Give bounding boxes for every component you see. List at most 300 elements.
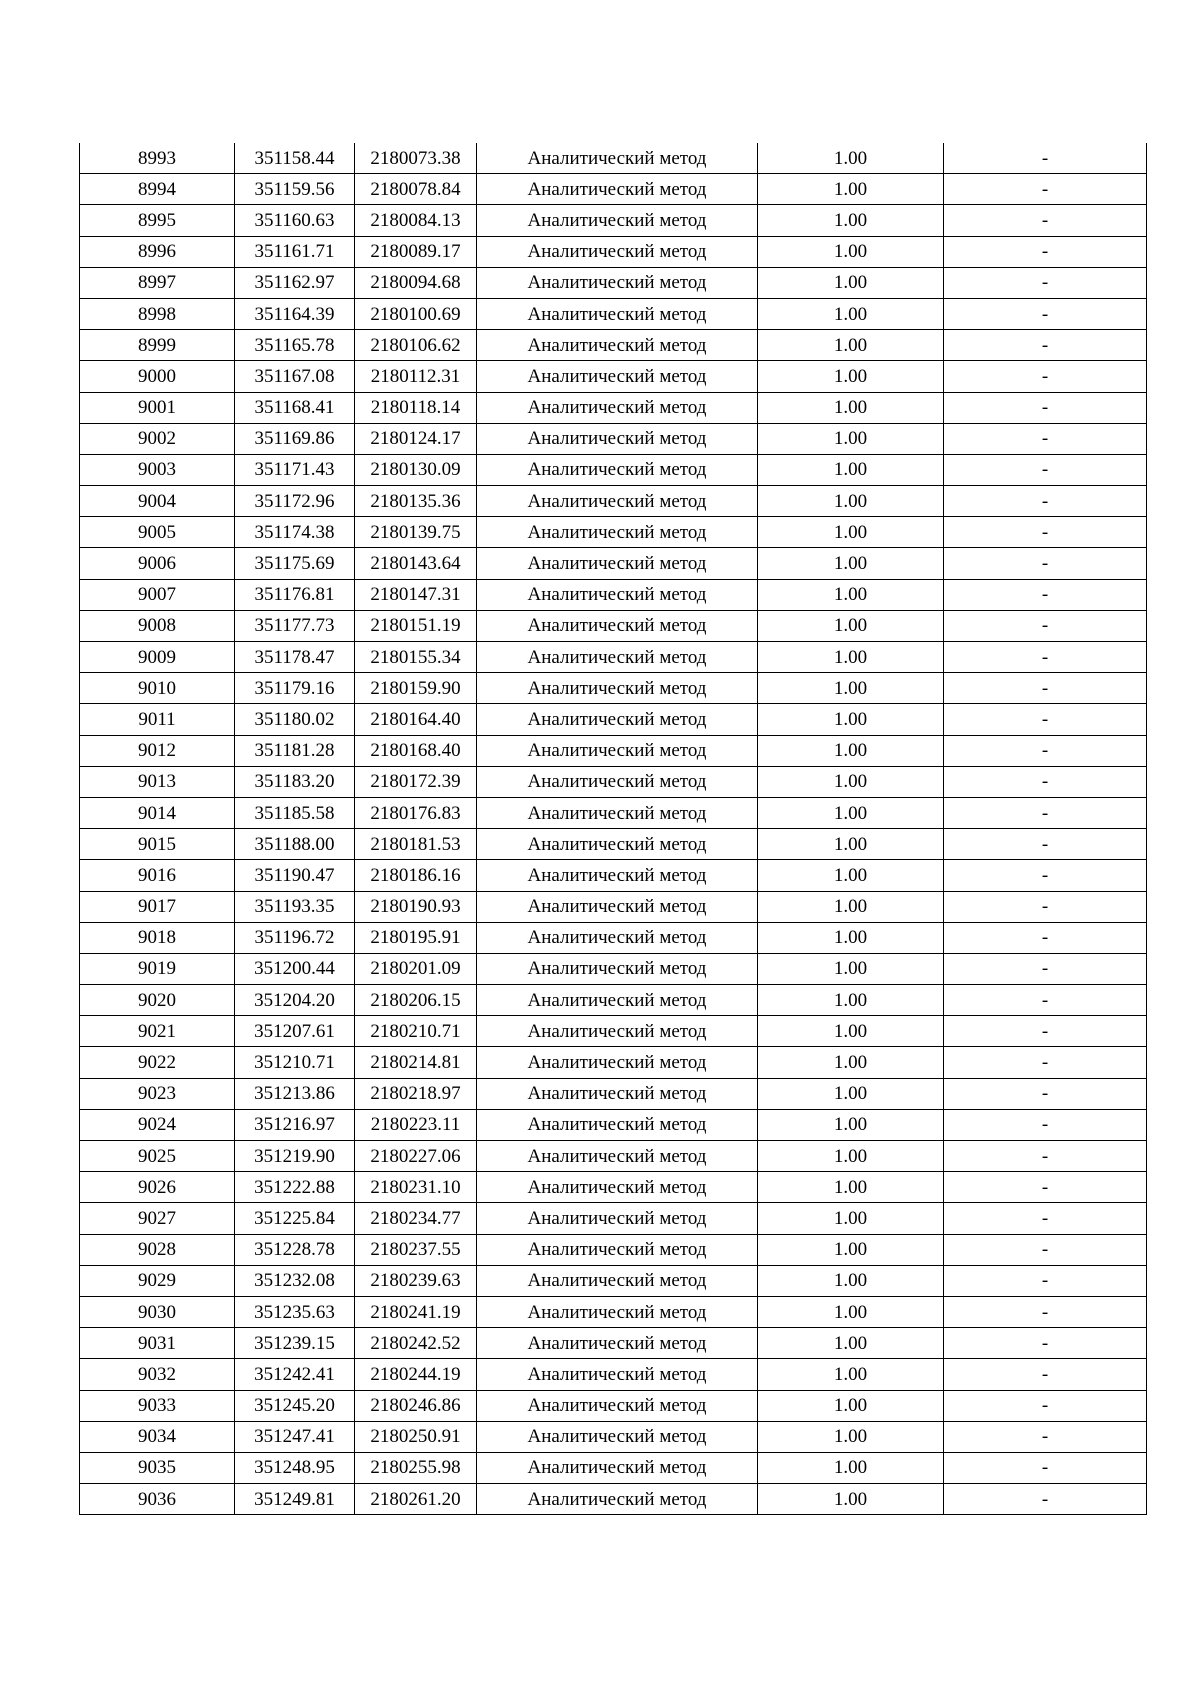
x-coordinate-cell: 351175.69 xyxy=(235,548,355,579)
table-row xyxy=(80,797,1147,828)
point-number-cell: 9018 xyxy=(80,922,235,953)
table-row xyxy=(80,1452,1147,1483)
point-number-cell: 9033 xyxy=(80,1390,235,1421)
table-row xyxy=(80,922,1147,953)
description-cell: - xyxy=(944,361,1147,392)
table-row xyxy=(80,673,1147,704)
accuracy-cell: 1.00 xyxy=(758,267,944,298)
x-coordinate-cell: 351219.90 xyxy=(235,1141,355,1172)
method-cell: Аналитический метод xyxy=(477,1141,758,1172)
y-coordinate-cell: 2180241.19 xyxy=(355,1296,477,1327)
point-number-cell: 9036 xyxy=(80,1484,235,1515)
description-cell: - xyxy=(944,174,1147,205)
accuracy-cell: 1.00 xyxy=(758,1141,944,1172)
point-number-cell: 9013 xyxy=(80,766,235,797)
method-cell: Аналитический метод xyxy=(477,1109,758,1140)
accuracy-cell: 1.00 xyxy=(758,423,944,454)
table-row xyxy=(80,829,1147,860)
x-coordinate-cell: 351168.41 xyxy=(235,392,355,423)
table-row xyxy=(80,1109,1147,1140)
description-cell: - xyxy=(944,1234,1147,1265)
accuracy-cell: 1.00 xyxy=(758,517,944,548)
description-cell: - xyxy=(944,454,1147,485)
description-cell: - xyxy=(944,1016,1147,1047)
description-cell: - xyxy=(944,143,1147,174)
x-coordinate-cell: 351248.95 xyxy=(235,1452,355,1483)
x-coordinate-cell: 351239.15 xyxy=(235,1328,355,1359)
table-row xyxy=(80,642,1147,673)
accuracy-cell: 1.00 xyxy=(758,1234,944,1265)
description-cell: - xyxy=(944,766,1147,797)
point-number-cell: 9019 xyxy=(80,953,235,984)
description-cell: - xyxy=(944,392,1147,423)
point-number-cell: 9017 xyxy=(80,891,235,922)
table-row xyxy=(80,1390,1147,1421)
y-coordinate-cell: 2180234.77 xyxy=(355,1203,477,1234)
table-row xyxy=(80,985,1147,1016)
method-cell: Аналитический метод xyxy=(477,454,758,485)
y-coordinate-cell: 2180159.90 xyxy=(355,673,477,704)
point-number-cell: 9032 xyxy=(80,1359,235,1390)
x-coordinate-cell: 351165.78 xyxy=(235,330,355,361)
accuracy-cell: 1.00 xyxy=(758,330,944,361)
description-cell: - xyxy=(944,517,1147,548)
point-number-cell: 9020 xyxy=(80,985,235,1016)
x-coordinate-cell: 351164.39 xyxy=(235,298,355,329)
table-row xyxy=(80,1421,1147,1452)
point-number-cell: 9031 xyxy=(80,1328,235,1359)
y-coordinate-cell: 2180255.98 xyxy=(355,1452,477,1483)
method-cell: Аналитический метод xyxy=(477,860,758,891)
point-number-cell: 9002 xyxy=(80,423,235,454)
x-coordinate-cell: 351235.63 xyxy=(235,1296,355,1327)
point-number-cell: 9014 xyxy=(80,797,235,828)
x-coordinate-cell: 351216.97 xyxy=(235,1109,355,1140)
description-cell: - xyxy=(944,860,1147,891)
description-cell: - xyxy=(944,1141,1147,1172)
accuracy-cell: 1.00 xyxy=(758,860,944,891)
accuracy-cell: 1.00 xyxy=(758,1203,944,1234)
table-row xyxy=(80,1141,1147,1172)
table-row xyxy=(80,891,1147,922)
description-cell: - xyxy=(944,1452,1147,1483)
point-number-cell: 8993 xyxy=(80,143,235,174)
accuracy-cell: 1.00 xyxy=(758,1047,944,1078)
method-cell: Аналитический метод xyxy=(477,985,758,1016)
table-row xyxy=(80,361,1147,392)
x-coordinate-cell: 351245.20 xyxy=(235,1390,355,1421)
x-coordinate-cell: 351171.43 xyxy=(235,454,355,485)
x-coordinate-cell: 351183.20 xyxy=(235,766,355,797)
x-coordinate-cell: 351172.96 xyxy=(235,486,355,517)
table-row xyxy=(80,1484,1147,1515)
x-coordinate-cell: 351174.38 xyxy=(235,517,355,548)
point-number-cell: 9012 xyxy=(80,735,235,766)
method-cell: Аналитический метод xyxy=(477,143,758,174)
method-cell: Аналитический метод xyxy=(477,1328,758,1359)
x-coordinate-cell: 351242.41 xyxy=(235,1359,355,1390)
accuracy-cell: 1.00 xyxy=(758,236,944,267)
description-cell: - xyxy=(944,985,1147,1016)
accuracy-cell: 1.00 xyxy=(758,953,944,984)
description-cell: - xyxy=(944,1390,1147,1421)
x-coordinate-cell: 351185.58 xyxy=(235,797,355,828)
table-row xyxy=(80,548,1147,579)
accuracy-cell: 1.00 xyxy=(758,486,944,517)
table-row xyxy=(80,1265,1147,1296)
point-number-cell: 9001 xyxy=(80,392,235,423)
accuracy-cell: 1.00 xyxy=(758,610,944,641)
table-row xyxy=(80,1328,1147,1359)
accuracy-cell: 1.00 xyxy=(758,298,944,329)
point-number-cell: 9022 xyxy=(80,1047,235,1078)
point-number-cell: 9023 xyxy=(80,1078,235,1109)
y-coordinate-cell: 2180124.17 xyxy=(355,423,477,454)
x-coordinate-cell: 351167.08 xyxy=(235,361,355,392)
table-row xyxy=(80,766,1147,797)
point-number-cell: 9024 xyxy=(80,1109,235,1140)
accuracy-cell: 1.00 xyxy=(758,548,944,579)
accuracy-cell: 1.00 xyxy=(758,891,944,922)
method-cell: Аналитический метод xyxy=(477,1390,758,1421)
description-cell: - xyxy=(944,267,1147,298)
description-cell: - xyxy=(944,673,1147,704)
accuracy-cell: 1.00 xyxy=(758,1265,944,1296)
table-row xyxy=(80,579,1147,610)
method-cell: Аналитический метод xyxy=(477,891,758,922)
table-row xyxy=(80,704,1147,735)
description-cell: - xyxy=(944,1296,1147,1327)
accuracy-cell: 1.00 xyxy=(758,361,944,392)
y-coordinate-cell: 2180135.36 xyxy=(355,486,477,517)
y-coordinate-cell: 2180073.38 xyxy=(355,143,477,174)
y-coordinate-cell: 2180246.86 xyxy=(355,1390,477,1421)
method-cell: Аналитический метод xyxy=(477,517,758,548)
y-coordinate-cell: 2180130.09 xyxy=(355,454,477,485)
x-coordinate-cell: 351193.35 xyxy=(235,891,355,922)
table-row xyxy=(80,1234,1147,1265)
method-cell: Аналитический метод xyxy=(477,673,758,704)
point-number-cell: 8996 xyxy=(80,236,235,267)
point-number-cell: 9029 xyxy=(80,1265,235,1296)
point-number-cell: 9026 xyxy=(80,1172,235,1203)
x-coordinate-cell: 351222.88 xyxy=(235,1172,355,1203)
coordinates-table xyxy=(79,143,1147,1515)
y-coordinate-cell: 2180084.13 xyxy=(355,205,477,236)
coordinates-table-body xyxy=(80,143,1147,1515)
accuracy-cell: 1.00 xyxy=(758,143,944,174)
table-row xyxy=(80,1016,1147,1047)
x-coordinate-cell: 351158.44 xyxy=(235,143,355,174)
method-cell: Аналитический метод xyxy=(477,610,758,641)
y-coordinate-cell: 2180078.84 xyxy=(355,174,477,205)
accuracy-cell: 1.00 xyxy=(758,579,944,610)
table-row xyxy=(80,1203,1147,1234)
method-cell: Аналитический метод xyxy=(477,423,758,454)
x-coordinate-cell: 351177.73 xyxy=(235,610,355,641)
description-cell: - xyxy=(944,423,1147,454)
description-cell: - xyxy=(944,1078,1147,1109)
y-coordinate-cell: 2180231.10 xyxy=(355,1172,477,1203)
table-row xyxy=(80,1172,1147,1203)
table-row xyxy=(80,454,1147,485)
y-coordinate-cell: 2180094.68 xyxy=(355,267,477,298)
method-cell: Аналитический метод xyxy=(477,548,758,579)
accuracy-cell: 1.00 xyxy=(758,1078,944,1109)
y-coordinate-cell: 2180089.17 xyxy=(355,236,477,267)
table-row xyxy=(80,392,1147,423)
y-coordinate-cell: 2180106.62 xyxy=(355,330,477,361)
accuracy-cell: 1.00 xyxy=(758,205,944,236)
table-row xyxy=(80,486,1147,517)
description-cell: - xyxy=(944,642,1147,673)
point-number-cell: 8998 xyxy=(80,298,235,329)
point-number-cell: 9011 xyxy=(80,704,235,735)
accuracy-cell: 1.00 xyxy=(758,642,944,673)
method-cell: Аналитический метод xyxy=(477,1172,758,1203)
method-cell: Аналитический метод xyxy=(477,1484,758,1515)
y-coordinate-cell: 2180250.91 xyxy=(355,1421,477,1452)
y-coordinate-cell: 2180147.31 xyxy=(355,579,477,610)
y-coordinate-cell: 2180155.34 xyxy=(355,642,477,673)
table-row xyxy=(80,610,1147,641)
accuracy-cell: 1.00 xyxy=(758,1016,944,1047)
y-coordinate-cell: 2180186.16 xyxy=(355,860,477,891)
method-cell: Аналитический метод xyxy=(477,642,758,673)
point-number-cell: 8997 xyxy=(80,267,235,298)
method-cell: Аналитический метод xyxy=(477,1078,758,1109)
table-row xyxy=(80,298,1147,329)
method-cell: Аналитический метод xyxy=(477,236,758,267)
method-cell: Аналитический метод xyxy=(477,361,758,392)
description-cell: - xyxy=(944,610,1147,641)
method-cell: Аналитический метод xyxy=(477,1203,758,1234)
point-number-cell: 9030 xyxy=(80,1296,235,1327)
method-cell: Аналитический метод xyxy=(477,1265,758,1296)
table-row xyxy=(80,517,1147,548)
y-coordinate-cell: 2180227.06 xyxy=(355,1141,477,1172)
description-cell: - xyxy=(944,922,1147,953)
description-cell: - xyxy=(944,1421,1147,1452)
y-coordinate-cell: 2180239.63 xyxy=(355,1265,477,1296)
point-number-cell: 9008 xyxy=(80,610,235,641)
description-cell: - xyxy=(944,330,1147,361)
description-cell: - xyxy=(944,1328,1147,1359)
accuracy-cell: 1.00 xyxy=(758,1172,944,1203)
accuracy-cell: 1.00 xyxy=(758,454,944,485)
description-cell: - xyxy=(944,486,1147,517)
y-coordinate-cell: 2180112.31 xyxy=(355,361,477,392)
description-cell: - xyxy=(944,1203,1147,1234)
y-coordinate-cell: 2180242.52 xyxy=(355,1328,477,1359)
point-number-cell: 9006 xyxy=(80,548,235,579)
accuracy-cell: 1.00 xyxy=(758,829,944,860)
point-number-cell: 8994 xyxy=(80,174,235,205)
y-coordinate-cell: 2180181.53 xyxy=(355,829,477,860)
y-coordinate-cell: 2180151.19 xyxy=(355,610,477,641)
table-row xyxy=(80,267,1147,298)
table-row xyxy=(80,330,1147,361)
method-cell: Аналитический метод xyxy=(477,330,758,361)
y-coordinate-cell: 2180164.40 xyxy=(355,704,477,735)
y-coordinate-cell: 2180201.09 xyxy=(355,953,477,984)
y-coordinate-cell: 2180206.15 xyxy=(355,985,477,1016)
description-cell: - xyxy=(944,1109,1147,1140)
description-cell: - xyxy=(944,1359,1147,1390)
y-coordinate-cell: 2180118.14 xyxy=(355,392,477,423)
description-cell: - xyxy=(944,298,1147,329)
accuracy-cell: 1.00 xyxy=(758,1296,944,1327)
description-cell: - xyxy=(944,579,1147,610)
x-coordinate-cell: 351196.72 xyxy=(235,922,355,953)
x-coordinate-cell: 351161.71 xyxy=(235,236,355,267)
table-row xyxy=(80,735,1147,766)
table-row xyxy=(80,205,1147,236)
x-coordinate-cell: 351179.16 xyxy=(235,673,355,704)
table-row xyxy=(80,423,1147,454)
y-coordinate-cell: 2180143.64 xyxy=(355,548,477,579)
accuracy-cell: 1.00 xyxy=(758,922,944,953)
point-number-cell: 9005 xyxy=(80,517,235,548)
x-coordinate-cell: 351210.71 xyxy=(235,1047,355,1078)
y-coordinate-cell: 2180100.69 xyxy=(355,298,477,329)
accuracy-cell: 1.00 xyxy=(758,1452,944,1483)
table-row xyxy=(80,1296,1147,1327)
y-coordinate-cell: 2180223.11 xyxy=(355,1109,477,1140)
point-number-cell: 9016 xyxy=(80,860,235,891)
method-cell: Аналитический метод xyxy=(477,704,758,735)
accuracy-cell: 1.00 xyxy=(758,1390,944,1421)
y-coordinate-cell: 2180172.39 xyxy=(355,766,477,797)
accuracy-cell: 1.00 xyxy=(758,704,944,735)
description-cell: - xyxy=(944,704,1147,735)
accuracy-cell: 1.00 xyxy=(758,1359,944,1390)
point-number-cell: 8995 xyxy=(80,205,235,236)
accuracy-cell: 1.00 xyxy=(758,1328,944,1359)
x-coordinate-cell: 351190.47 xyxy=(235,860,355,891)
method-cell: Аналитический метод xyxy=(477,829,758,860)
x-coordinate-cell: 351232.08 xyxy=(235,1265,355,1296)
y-coordinate-cell: 2180190.93 xyxy=(355,891,477,922)
method-cell: Аналитический метод xyxy=(477,797,758,828)
x-coordinate-cell: 351213.86 xyxy=(235,1078,355,1109)
description-cell: - xyxy=(944,1484,1147,1515)
table-row xyxy=(80,953,1147,984)
accuracy-cell: 1.00 xyxy=(758,735,944,766)
method-cell: Аналитический метод xyxy=(477,579,758,610)
point-number-cell: 9003 xyxy=(80,454,235,485)
point-number-cell: 9009 xyxy=(80,642,235,673)
accuracy-cell: 1.00 xyxy=(758,174,944,205)
y-coordinate-cell: 2180176.83 xyxy=(355,797,477,828)
description-cell: - xyxy=(944,236,1147,267)
y-coordinate-cell: 2180210.71 xyxy=(355,1016,477,1047)
accuracy-cell: 1.00 xyxy=(758,797,944,828)
x-coordinate-cell: 351159.56 xyxy=(235,174,355,205)
point-number-cell: 9021 xyxy=(80,1016,235,1047)
point-number-cell: 9035 xyxy=(80,1452,235,1483)
y-coordinate-cell: 2180244.19 xyxy=(355,1359,477,1390)
accuracy-cell: 1.00 xyxy=(758,1484,944,1515)
point-number-cell: 9034 xyxy=(80,1421,235,1452)
y-coordinate-cell: 2180214.81 xyxy=(355,1047,477,1078)
accuracy-cell: 1.00 xyxy=(758,392,944,423)
table-row xyxy=(80,236,1147,267)
x-coordinate-cell: 351162.97 xyxy=(235,267,355,298)
description-cell: - xyxy=(944,829,1147,860)
accuracy-cell: 1.00 xyxy=(758,1421,944,1452)
point-number-cell: 9015 xyxy=(80,829,235,860)
description-cell: - xyxy=(944,1047,1147,1078)
point-number-cell: 9004 xyxy=(80,486,235,517)
method-cell: Аналитический метод xyxy=(477,1016,758,1047)
x-coordinate-cell: 351247.41 xyxy=(235,1421,355,1452)
method-cell: Аналитический метод xyxy=(477,766,758,797)
y-coordinate-cell: 2180261.20 xyxy=(355,1484,477,1515)
description-cell: - xyxy=(944,548,1147,579)
point-number-cell: 8999 xyxy=(80,330,235,361)
point-number-cell: 9028 xyxy=(80,1234,235,1265)
x-coordinate-cell: 351188.00 xyxy=(235,829,355,860)
x-coordinate-cell: 351176.81 xyxy=(235,579,355,610)
point-number-cell: 9025 xyxy=(80,1141,235,1172)
x-coordinate-cell: 351160.63 xyxy=(235,205,355,236)
table-row xyxy=(80,174,1147,205)
method-cell: Аналитический метод xyxy=(477,735,758,766)
accuracy-cell: 1.00 xyxy=(758,766,944,797)
x-coordinate-cell: 351225.84 xyxy=(235,1203,355,1234)
table-row xyxy=(80,1359,1147,1390)
table-row xyxy=(80,860,1147,891)
description-cell: - xyxy=(944,1265,1147,1296)
method-cell: Аналитический метод xyxy=(477,205,758,236)
point-number-cell: 9007 xyxy=(80,579,235,610)
method-cell: Аналитический метод xyxy=(477,1234,758,1265)
x-coordinate-cell: 351228.78 xyxy=(235,1234,355,1265)
method-cell: Аналитический метод xyxy=(477,1047,758,1078)
description-cell: - xyxy=(944,735,1147,766)
method-cell: Аналитический метод xyxy=(477,1452,758,1483)
table-row xyxy=(80,1047,1147,1078)
x-coordinate-cell: 351180.02 xyxy=(235,704,355,735)
point-number-cell: 9010 xyxy=(80,673,235,704)
description-cell: - xyxy=(944,891,1147,922)
method-cell: Аналитический метод xyxy=(477,1359,758,1390)
x-coordinate-cell: 351249.81 xyxy=(235,1484,355,1515)
y-coordinate-cell: 2180195.91 xyxy=(355,922,477,953)
point-number-cell: 9027 xyxy=(80,1203,235,1234)
table-row xyxy=(80,143,1147,174)
method-cell: Аналитический метод xyxy=(477,1421,758,1452)
method-cell: Аналитический метод xyxy=(477,267,758,298)
y-coordinate-cell: 2180139.75 xyxy=(355,517,477,548)
table-row xyxy=(80,1078,1147,1109)
y-coordinate-cell: 2180237.55 xyxy=(355,1234,477,1265)
description-cell: - xyxy=(944,797,1147,828)
x-coordinate-cell: 351181.28 xyxy=(235,735,355,766)
method-cell: Аналитический метод xyxy=(477,486,758,517)
method-cell: Аналитический метод xyxy=(477,922,758,953)
method-cell: Аналитический метод xyxy=(477,298,758,329)
x-coordinate-cell: 351204.20 xyxy=(235,985,355,1016)
description-cell: - xyxy=(944,205,1147,236)
y-coordinate-cell: 2180168.40 xyxy=(355,735,477,766)
description-cell: - xyxy=(944,1172,1147,1203)
accuracy-cell: 1.00 xyxy=(758,1109,944,1140)
x-coordinate-cell: 351200.44 xyxy=(235,953,355,984)
x-coordinate-cell: 351169.86 xyxy=(235,423,355,454)
accuracy-cell: 1.00 xyxy=(758,985,944,1016)
